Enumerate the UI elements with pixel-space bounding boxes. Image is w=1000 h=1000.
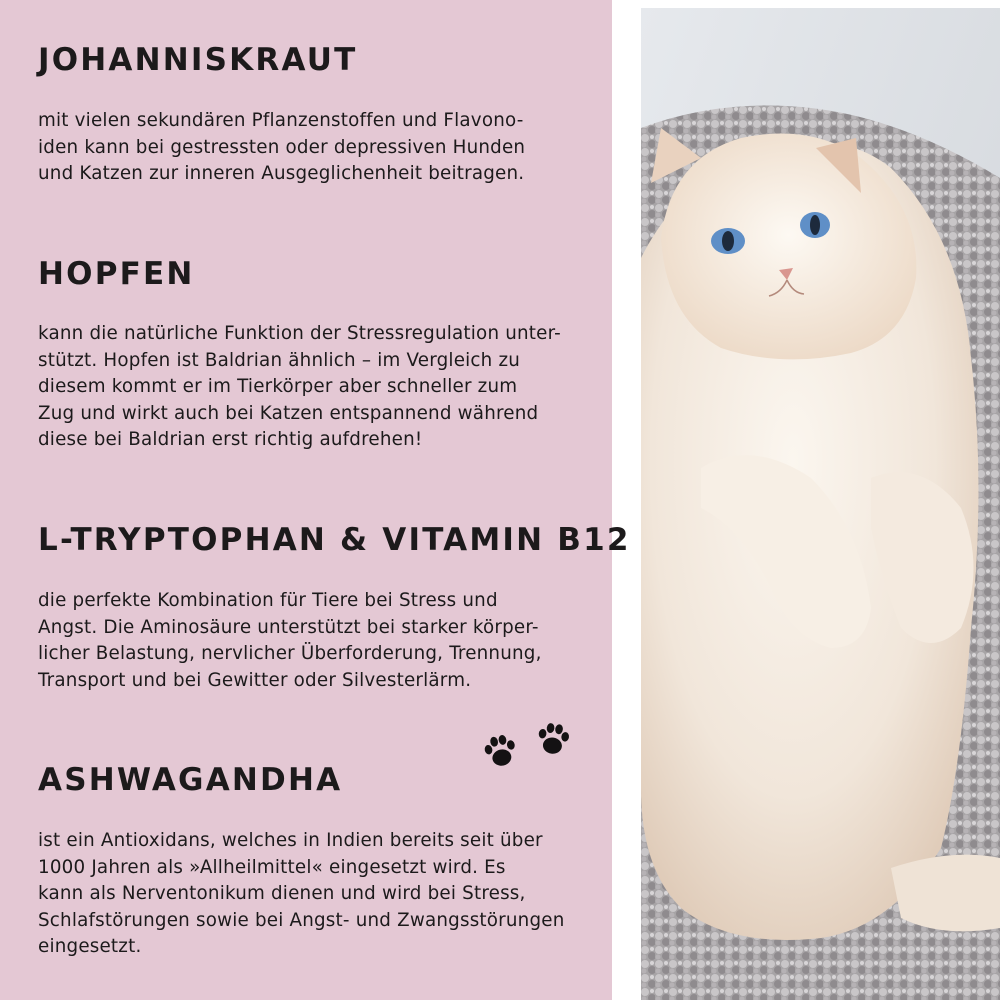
cat-illustration (641, 8, 1000, 1000)
section-heading-ashwagandha: ASHWAGANDHA (38, 762, 343, 798)
section-text-hopfen: kann die natürliche Funktion der Stressregulation unter- stützt. Hopfen ist Baldrian ähnlich – im Vergleich zu diesem kommt er im Tierkörper aber schneller zum Zug und wirkt auch bei Katzen entspannend während diese bei Baldrian erst richtig aufdrehen! (38, 323, 561, 450)
section-text-johanniskraut: mit vielen sekundären Pflanzenstoffen und Flavono- iden kann bei gestressten oder depressiven Hunden und Katzen zur inneren Ausgeglichenheit beitragen. (38, 110, 526, 184)
section-heading-tryptophan: L-TRYPTOPHAN & VITAMIN B12 (38, 522, 631, 558)
section-heading-hopfen: HOPFEN (38, 256, 195, 292)
section-text-ashwagandha: ist ein Antioxidans, welches in Indien bereits seit über 1000 Jahren als »Allheilmittel« eingesetzt wird. Es kann als Nerventonikum dienen und wird bei Stress, Schlafstörungen sowie bei Angst- und Zwangsstörungen eingesetzt. (38, 830, 565, 957)
paw-print-icon (478, 729, 524, 779)
cat-photo (641, 8, 1000, 1000)
paw-print-icon (531, 718, 575, 766)
section-text-tryptophan: die perfekte Kombination für Tiere bei Stress und Angst. Die Aminosäure unterstützt bei starker körper- licher Belastung, nervlicher Überforderung, Trennung, Transport und bei Gewitter oder Silvesterlärm. (38, 590, 542, 691)
section-heading-johanniskraut: JOHANNISKRAUT (38, 42, 358, 78)
